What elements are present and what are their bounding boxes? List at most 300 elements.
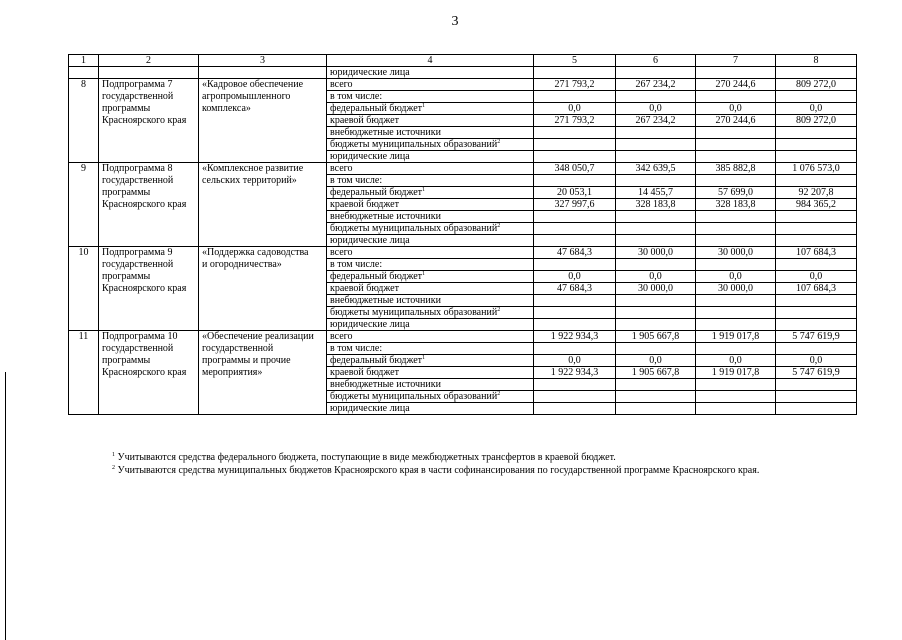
subprogram-name-cell [199, 235, 327, 247]
value-cell [696, 403, 776, 415]
value-cell [696, 127, 776, 139]
value-cell [616, 403, 696, 415]
row-number-cell [69, 79, 99, 91]
source-label: федеральный бюджет [330, 355, 423, 366]
value-cell [616, 379, 696, 391]
value-cell [534, 223, 616, 235]
value-cell: 342 639,5 [616, 163, 696, 175]
table-row [69, 247, 857, 259]
value-cell [616, 175, 696, 187]
subprogram-name-line: программы и прочие [202, 354, 291, 366]
subprogram-name-line: агропромышленного [202, 90, 291, 102]
subprogram-name-cell [199, 379, 327, 391]
subprogram-name-cell [199, 199, 327, 211]
subprogram-name-cell [199, 271, 327, 283]
row-number: 9 [81, 163, 86, 174]
source-label: краевой бюджет [330, 283, 399, 294]
table-row [69, 175, 857, 187]
value-cell [616, 259, 696, 271]
source-label-cell [327, 307, 534, 319]
source-label: краевой бюджет [330, 115, 399, 126]
value-cell [534, 343, 616, 355]
footnote-ref: 2 [497, 139, 501, 145]
table-row [69, 187, 857, 199]
value-cell [616, 139, 696, 151]
source-label: бюджеты муниципальных образований [330, 139, 498, 150]
subprogram-name-line: комплекса» [202, 102, 251, 114]
source-label: юридические лица [330, 403, 410, 414]
value-cell: 0,0 [776, 271, 857, 283]
header-cell: 6 [616, 55, 696, 67]
source-label: юридические лица [330, 319, 410, 330]
source-label: внебюджетные источники [330, 295, 441, 306]
row-number-cell [69, 283, 99, 295]
subprogram-name-cell [199, 331, 327, 343]
source-label-cell [327, 91, 534, 103]
value-cell [776, 379, 857, 391]
row-number-cell [69, 223, 99, 235]
table-row [69, 271, 857, 283]
table-header-row [69, 55, 857, 67]
value-cell [534, 235, 616, 247]
row-number-cell [69, 163, 99, 175]
row-number-cell [69, 199, 99, 211]
subprogram-cell [99, 139, 199, 151]
value-cell [534, 151, 616, 163]
subprogram-cell [99, 355, 199, 367]
footnote-text: Учитываются средства муниципальных бюджетов Красноярского края в части софинансирования по государственной программе Красноярского края. [117, 465, 760, 476]
value-cell [776, 139, 857, 151]
source-label: федеральный бюджет [330, 103, 423, 114]
subprogram-cell [99, 343, 199, 355]
value-cell [776, 295, 857, 307]
value-cell [696, 259, 776, 271]
row-number-cell [69, 235, 99, 247]
source-label-cell [327, 247, 534, 259]
table-row [69, 211, 857, 223]
value-cell: 30 000,0 [696, 247, 776, 259]
subprogram-line: государственной [102, 258, 174, 270]
source-label-cell [327, 355, 534, 367]
value-cell: 14 455,7 [616, 187, 696, 199]
source-label: всего [330, 163, 353, 174]
subprogram-line: программы [102, 102, 151, 114]
subprogram-name-cell [199, 211, 327, 223]
source-label-cell [327, 223, 534, 235]
value-cell: 385 882,8 [696, 163, 776, 175]
value-cell [616, 235, 696, 247]
value-cell: 1 076 573,0 [776, 163, 857, 175]
value-cell: 0,0 [776, 355, 857, 367]
subprogram-line: Красноярского края [102, 114, 187, 126]
footnotes [112, 451, 852, 477]
subprogram-line: государственной [102, 90, 174, 102]
table-row [69, 139, 857, 151]
value-cell: 328 183,8 [616, 199, 696, 211]
value-cell: 0,0 [534, 271, 616, 283]
value-cell: 327 997,6 [534, 199, 616, 211]
subprogram-name-cell [199, 91, 327, 103]
header-cell: 3 [199, 55, 327, 67]
row-number: 10 [78, 247, 89, 258]
row-number-cell [69, 355, 99, 367]
header-cell: 5 [534, 55, 616, 67]
subprogram-name-cell [199, 283, 327, 295]
row-number-cell [69, 331, 99, 343]
source-label: юридические лица [330, 235, 410, 246]
row-number-cell [69, 211, 99, 223]
subprogram-line: государственной [102, 174, 174, 186]
value-cell: 271 793,2 [534, 115, 616, 127]
value-cell [616, 223, 696, 235]
source-label-cell [327, 211, 534, 223]
value-cell [534, 391, 616, 403]
source-label-cell [327, 319, 534, 331]
source-label-cell [327, 295, 534, 307]
table-row [69, 163, 857, 175]
value-cell [534, 91, 616, 103]
subprogram-cell [99, 163, 199, 175]
table-row [69, 79, 857, 91]
value-cell [534, 175, 616, 187]
value-cell [696, 319, 776, 331]
table-row [69, 403, 857, 415]
margin-line [5, 372, 6, 640]
financing-table [68, 54, 857, 415]
source-label: внебюджетные источники [330, 211, 441, 222]
value-cell: 1 905 667,8 [616, 367, 696, 379]
header-cell: 7 [696, 55, 776, 67]
value-cell [616, 391, 696, 403]
value-cell [776, 175, 857, 187]
value-cell [696, 175, 776, 187]
value-cell: 809 272,0 [776, 79, 857, 91]
source-label-cell [327, 259, 534, 271]
source-label: юридические лица [330, 151, 410, 162]
subprogram-cell [99, 331, 199, 343]
value-cell [534, 139, 616, 151]
source-label: всего [330, 331, 353, 342]
subprogram-name-cell [199, 247, 327, 259]
subprogram-line: программы [102, 270, 151, 282]
row-number-cell [69, 91, 99, 103]
source-label: бюджеты муниципальных образований [330, 391, 498, 402]
subprogram-cell [99, 127, 199, 139]
source-label-cell [327, 283, 534, 295]
source-label-cell [327, 175, 534, 187]
value-cell: 107 684,3 [776, 247, 857, 259]
subprogram-name-line: государственной [202, 342, 274, 354]
subprogram-cell [99, 319, 199, 331]
subprogram-name-cell [199, 367, 327, 379]
value-cell: 0,0 [616, 103, 696, 115]
value-cell: 20 053,1 [534, 187, 616, 199]
source-label: краевой бюджет [330, 367, 399, 378]
value-cell: 809 272,0 [776, 115, 857, 127]
value-cell: 30 000,0 [696, 283, 776, 295]
subprogram-name-cell [199, 103, 327, 115]
subprogram-cell [99, 91, 199, 103]
value-cell [616, 151, 696, 163]
value-cell [696, 343, 776, 355]
subprogram-name-cell [199, 163, 327, 175]
value-cell [696, 391, 776, 403]
value-cell [776, 211, 857, 223]
subprogram-name-cell [199, 115, 327, 127]
source-label: краевой бюджет [330, 199, 399, 210]
table-row [69, 151, 857, 163]
subprogram-cell [99, 199, 199, 211]
subprogram-name-cell [199, 127, 327, 139]
row-number-cell [69, 391, 99, 403]
value-cell: 0,0 [534, 355, 616, 367]
value-cell [616, 211, 696, 223]
table-row [69, 127, 857, 139]
value-cell: 984 365,2 [776, 199, 857, 211]
row-number-cell [69, 175, 99, 187]
value-cell: 107 684,3 [776, 283, 857, 295]
value-cell: 47 684,3 [534, 283, 616, 295]
value-cell [616, 127, 696, 139]
value-cell [696, 151, 776, 163]
subprogram-cell [99, 223, 199, 235]
footnote-ref: 2 [497, 307, 501, 313]
footnote-ref: 1 [422, 187, 426, 193]
subprogram-name-line: сельских территорий» [202, 174, 297, 186]
source-label: в том числе: [330, 175, 383, 186]
subprogram-cell [99, 379, 199, 391]
value-cell [534, 319, 616, 331]
subprogram-cell [99, 295, 199, 307]
empty-cell [199, 67, 327, 79]
value-cell [776, 67, 857, 79]
subprogram-name-cell [199, 403, 327, 415]
source-label-cell [327, 199, 534, 211]
value-cell [534, 403, 616, 415]
value-cell [616, 343, 696, 355]
value-cell: 30 000,0 [616, 247, 696, 259]
subprogram-cell [99, 367, 199, 379]
footnote-ref: 2 [497, 391, 501, 397]
subprogram-name-line: «Поддержка садоводства [202, 247, 309, 258]
value-cell [776, 391, 857, 403]
table-row [69, 199, 857, 211]
value-cell: 271 793,2 [534, 79, 616, 91]
subprogram-name-cell [199, 259, 327, 271]
row-number-cell [69, 367, 99, 379]
subprogram-line: Подпрограмма 7 [102, 79, 173, 90]
subprogram-line: Подпрограмма 10 [102, 331, 178, 342]
row-number-cell [69, 403, 99, 415]
value-cell [776, 91, 857, 103]
source-label: всего [330, 247, 353, 258]
subprogram-cell [99, 271, 199, 283]
value-cell [776, 235, 857, 247]
subprogram-line: Подпрограмма 8 [102, 163, 173, 174]
row-number-cell [69, 187, 99, 199]
source-label: в том числе: [330, 259, 383, 270]
source-label: бюджеты муниципальных образований [330, 307, 498, 318]
source-label-cell [327, 331, 534, 343]
value-cell [776, 403, 857, 415]
value-cell [534, 379, 616, 391]
row-number-cell [69, 319, 99, 331]
subprogram-name-cell [199, 391, 327, 403]
value-cell [776, 223, 857, 235]
subprogram-name-cell [199, 355, 327, 367]
table-row [69, 103, 857, 115]
header-cell: 8 [776, 55, 857, 67]
subprogram-name-cell [199, 187, 327, 199]
source-label-cell [327, 187, 534, 199]
footnote-2 [112, 464, 852, 477]
table-row [69, 355, 857, 367]
subprogram-cell [99, 103, 199, 115]
subprogram-line: Красноярского края [102, 198, 187, 210]
subprogram-cell [99, 79, 199, 91]
table-row [69, 91, 857, 103]
source-label: федеральный бюджет [330, 271, 423, 282]
value-cell [616, 295, 696, 307]
source-label: внебюджетные источники [330, 379, 441, 390]
subprogram-line: Подпрограмма 9 [102, 247, 173, 258]
value-cell: 0,0 [776, 103, 857, 115]
table-row [69, 331, 857, 343]
value-cell [696, 307, 776, 319]
row-number-cell [69, 247, 99, 259]
subprogram-line: программы [102, 354, 151, 366]
value-cell [776, 343, 857, 355]
source-label-cell [327, 367, 534, 379]
value-cell: 1 905 667,8 [616, 331, 696, 343]
source-label: в том числе: [330, 91, 383, 102]
value-cell: 0,0 [534, 103, 616, 115]
value-cell [776, 151, 857, 163]
value-cell: 5 747 619,9 [776, 367, 857, 379]
row-number-cell [69, 127, 99, 139]
source-label: бюджеты муниципальных образований [330, 223, 498, 234]
value-cell [776, 259, 857, 271]
value-cell: 57 699,0 [696, 187, 776, 199]
value-cell: 92 207,8 [776, 187, 857, 199]
source-label-cell [327, 151, 534, 163]
subprogram-name-line: «Комплексное развитие [202, 163, 304, 174]
value-cell: 0,0 [616, 355, 696, 367]
source-label-cell [327, 79, 534, 91]
value-cell: 1 922 934,3 [534, 367, 616, 379]
value-cell [534, 127, 616, 139]
subprogram-line: программы [102, 186, 151, 198]
source-label: внебюджетные источники [330, 127, 441, 138]
value-cell: 1 919 017,8 [696, 367, 776, 379]
source-label-cell [327, 391, 534, 403]
empty-cell [69, 67, 99, 79]
subprogram-cell [99, 247, 199, 259]
footnote-mark: 2 [112, 465, 115, 471]
footnote-ref: 2 [497, 223, 501, 229]
subprogram-name-cell [199, 307, 327, 319]
value-cell: 328 183,8 [696, 199, 776, 211]
source-label: федеральный бюджет [330, 187, 423, 198]
subprogram-cell [99, 283, 199, 295]
table-row [69, 379, 857, 391]
value-cell [776, 319, 857, 331]
table-body [69, 55, 857, 415]
value-cell: 267 234,2 [616, 79, 696, 91]
subprogram-name-line: и огородничества» [202, 258, 282, 270]
value-cell [616, 307, 696, 319]
value-cell [696, 139, 776, 151]
value-cell: 1 922 934,3 [534, 331, 616, 343]
source-label-cell [327, 103, 534, 115]
source-label-cell [327, 115, 534, 127]
value-cell [534, 67, 616, 79]
source-label-cell [327, 271, 534, 283]
subprogram-name-cell [199, 79, 327, 91]
source-label-cell [327, 163, 534, 175]
row-number-cell [69, 115, 99, 127]
value-cell [534, 307, 616, 319]
row-number: 11 [78, 331, 89, 342]
value-cell: 270 244,6 [696, 79, 776, 91]
value-cell: 1 919 017,8 [696, 331, 776, 343]
value-cell [696, 223, 776, 235]
subprogram-name-line: мероприятия» [202, 366, 263, 378]
value-cell: 30 000,0 [616, 283, 696, 295]
value-cell [696, 295, 776, 307]
table-row [69, 115, 857, 127]
table-row [69, 391, 857, 403]
subprogram-name-line: «Обеспечение реализации [202, 331, 314, 342]
source-label-cell [327, 403, 534, 415]
subprogram-cell [99, 187, 199, 199]
subprogram-name-cell [199, 343, 327, 355]
value-cell [696, 91, 776, 103]
row-number: 8 [81, 79, 86, 90]
subprogram-line: Красноярского края [102, 366, 187, 378]
subprogram-cell [99, 403, 199, 415]
continuation-row [69, 67, 857, 79]
page-number: 3 [451, 14, 459, 29]
subprogram-cell [99, 391, 199, 403]
row-number-cell [69, 295, 99, 307]
subprogram-line: государственной [102, 342, 174, 354]
subprogram-name-cell [199, 295, 327, 307]
subprogram-name-cell [199, 319, 327, 331]
value-cell: 0,0 [616, 271, 696, 283]
value-cell: 267 234,2 [616, 115, 696, 127]
table-row [69, 235, 857, 247]
table-row [69, 283, 857, 295]
row-number-cell [69, 271, 99, 283]
subprogram-name-line: «Кадровое обеспечение [202, 79, 304, 90]
header-cell: 4 [327, 55, 534, 67]
subprogram-name-cell [199, 223, 327, 235]
subprogram-cell [99, 259, 199, 271]
subprogram-cell [99, 151, 199, 163]
source-label: юридические лица [327, 67, 534, 79]
value-cell [776, 127, 857, 139]
row-number-cell [69, 259, 99, 271]
value-cell: 270 244,6 [696, 115, 776, 127]
value-cell: 0,0 [696, 103, 776, 115]
source-label: в том числе: [330, 343, 383, 354]
subprogram-name-cell [199, 139, 327, 151]
value-cell [696, 67, 776, 79]
footnote-text: Учитываются средства федерального бюджета, поступающие в виде межбюджетных трансфертов в краевой бюджет. [117, 452, 616, 463]
value-cell: 5 747 619,9 [776, 331, 857, 343]
footnote-ref: 1 [422, 271, 426, 277]
